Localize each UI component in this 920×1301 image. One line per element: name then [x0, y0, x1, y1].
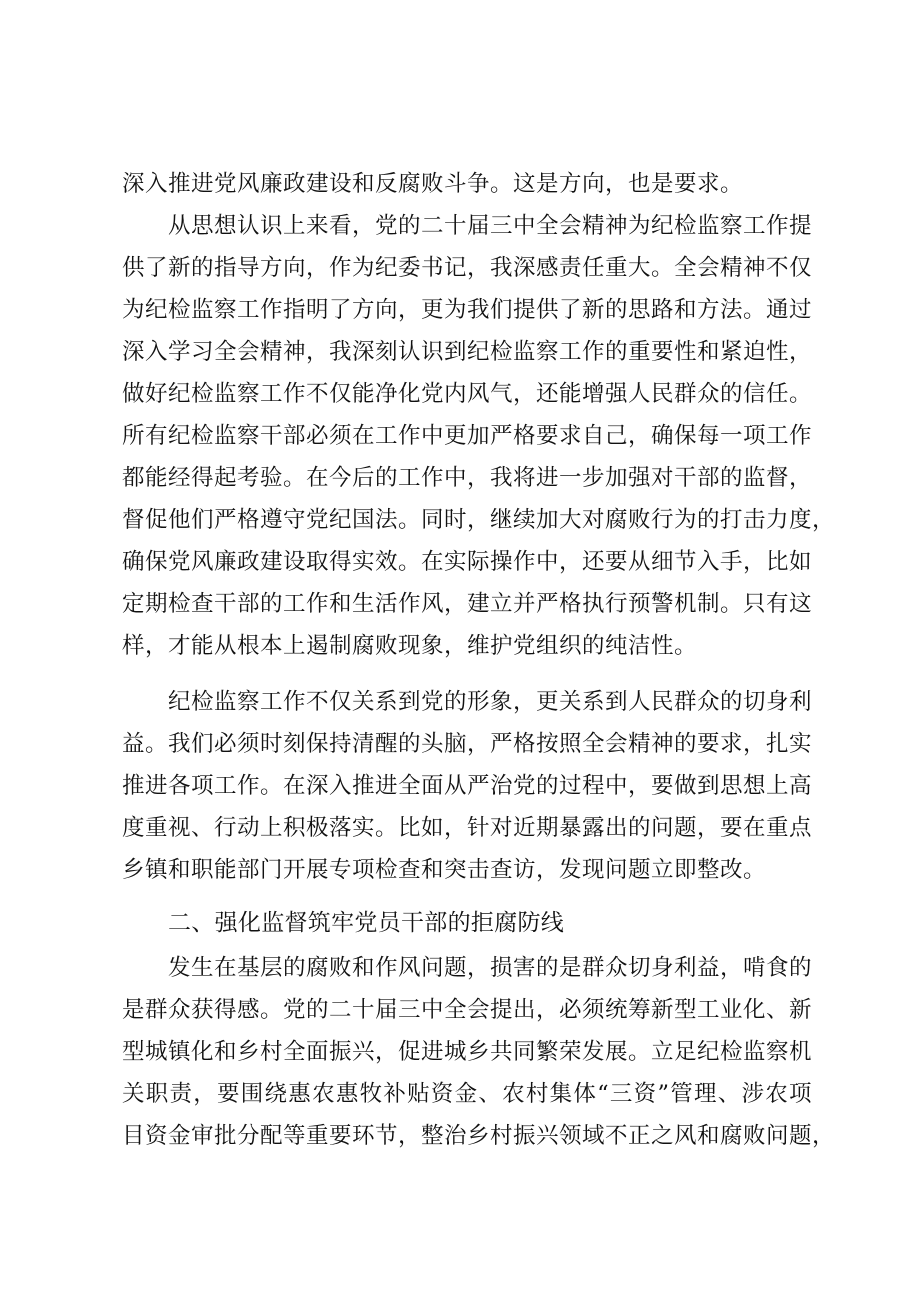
section-heading: 二、强化监督筑牢党员干部的拒腐防线 — [168, 910, 565, 936]
body-text-line: 定期检查干部的工作和生活作风，建立并严格执行预警机制。只有这 — [122, 591, 813, 617]
paragraph-first-line: 从思想认识上来看，党的二十届三中全会精神为纪检监察工作提 — [168, 213, 813, 239]
body-text-line: 做好纪检监察工作不仅能净化党内风气，还能增强人民群众的信任。 — [122, 381, 813, 407]
body-text-line: 深入推进党风廉政建设和反腐败斗争。这是方向，也是要求。 — [122, 171, 744, 197]
body-text-line: 型城镇化和乡村全面振兴，促进城乡共同繁荣发展。立足纪检监察机 — [122, 1039, 813, 1065]
body-text-line: 乡镇和职能部门开展专项检查和突击查访，发现问题立即整改。 — [122, 857, 767, 883]
body-text-line: 为纪检监察工作指明了方向，更为我们提供了新的思路和方法。通过 — [122, 297, 813, 323]
body-text-line: 度重视、行动上积极落实。比如，针对近期暴露出的问题，要在重点 — [122, 815, 813, 841]
body-text-line: 益。我们必须时刻保持清醒的头脑，严格按照全会精神的要求，扎实 — [122, 731, 813, 757]
body-text-line: 供了新的指导方向，作为纪委书记，我深感责任重大。全会精神不仅 — [122, 255, 813, 281]
body-text-line: 推进各项工作。在深入推进全面从严治党的过程中，要做到思想上高 — [122, 773, 813, 799]
body-text-line: 督促他们严格遵守党纪国法。同时，继续加大对腐败行为的打击力度， — [122, 507, 836, 533]
paragraph-first-line: 纪检监察工作不仅关系到党的形象，更关系到人民群众的切身利 — [168, 689, 813, 715]
body-text-line: 深入学习全会精神，我深刻认识到纪检监察工作的重要性和紧迫性， — [122, 339, 813, 365]
body-text-line: 样，才能从根本上遏制腐败现象，维护党组织的纯洁性。 — [122, 633, 698, 659]
body-text-line: 目资金审批分配等重要环节，整治乡村振兴领域不正之风和腐败问题， — [122, 1123, 836, 1149]
body-text-line: 确保党风廉政建设取得实效。在实际操作中，还要从细节入手，比如 — [122, 549, 813, 575]
body-text-line: 关职责，要围绕惠农惠牧补贴资金、农村集体“三资”管理、涉农项 — [122, 1081, 812, 1107]
body-text-line: 都能经得起考验。在今后的工作中，我将进一步加强对干部的监督， — [122, 465, 813, 491]
body-text-line: 是群众获得感。党的二十届三中全会提出，必须统筹新型工业化、新 — [122, 997, 813, 1023]
body-text-line: 所有纪检监察干部必须在工作中更加严格要求自己，确保每一项工作 — [122, 423, 813, 449]
paragraph-first-line: 发生在基层的腐败和作风问题，损害的是群众切身利益，啃食的 — [168, 955, 813, 981]
